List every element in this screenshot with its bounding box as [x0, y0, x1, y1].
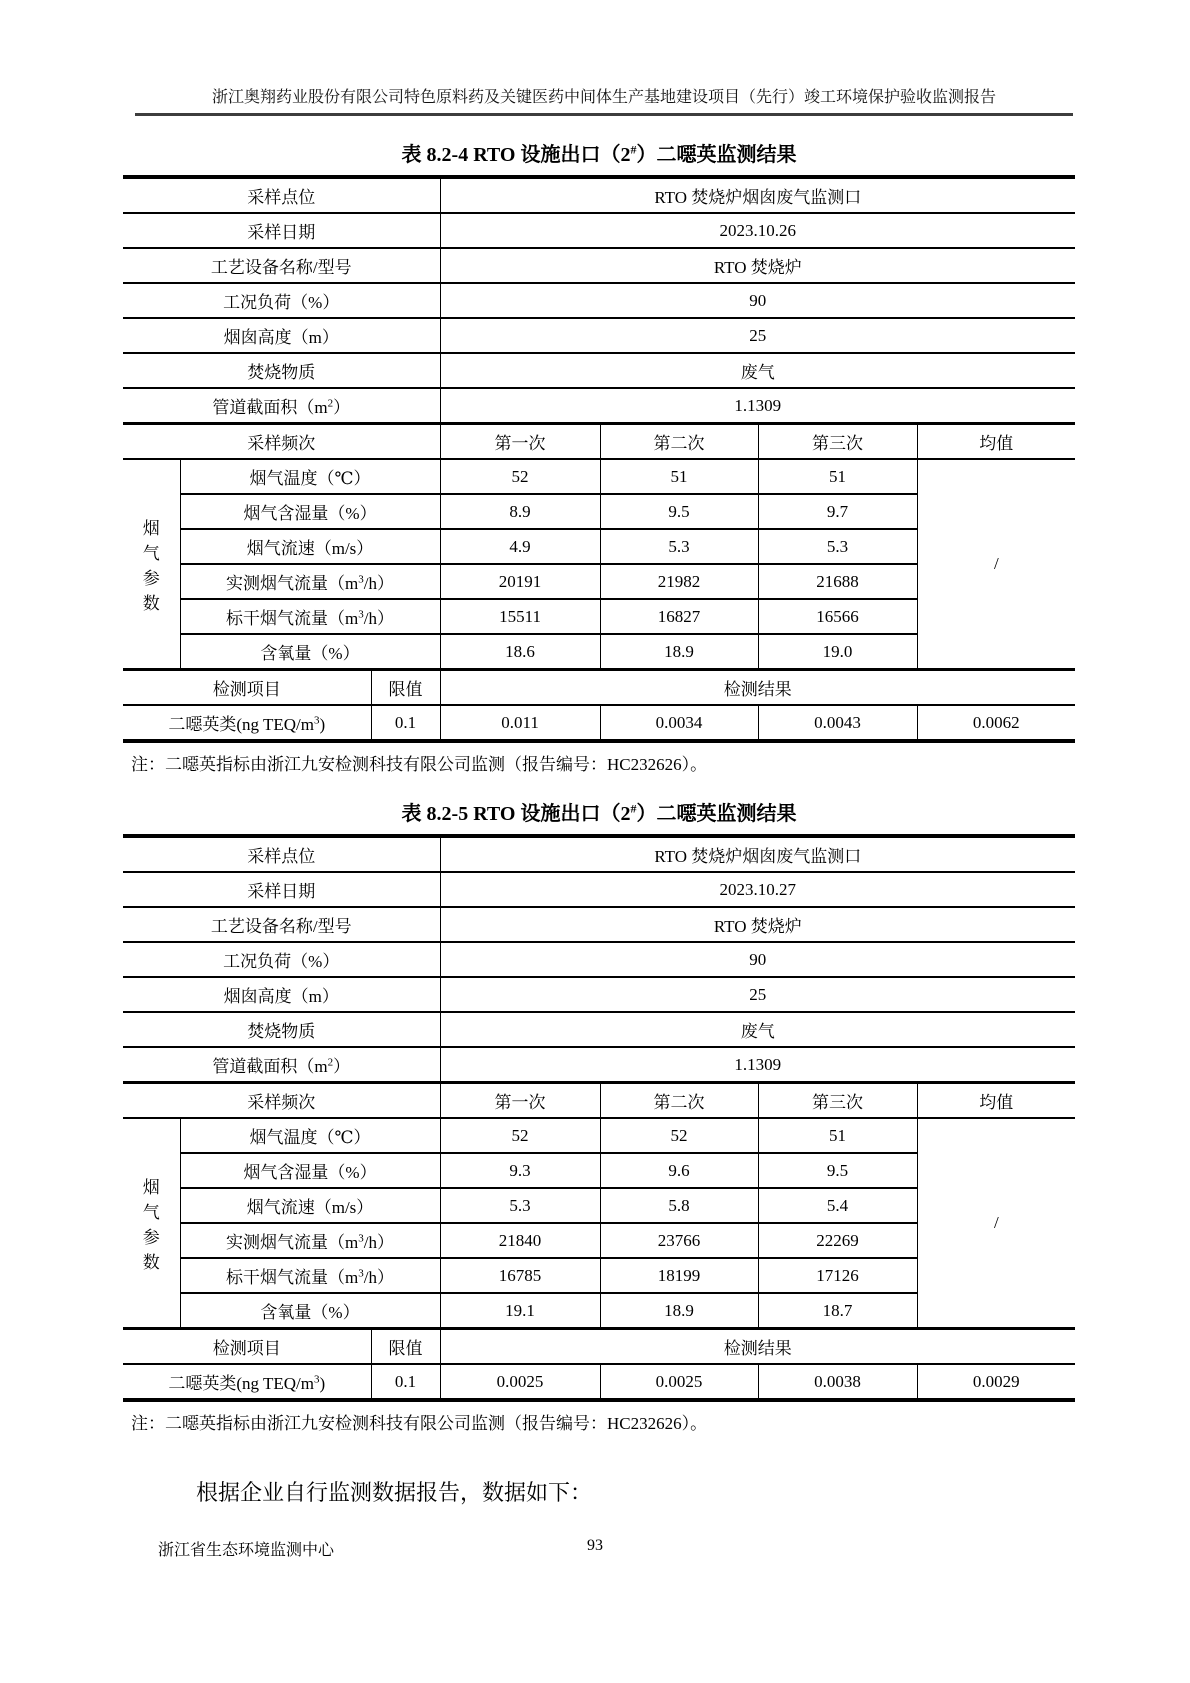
param-value-cell: 9.6: [600, 1153, 758, 1188]
info-row: [123, 907, 1075, 942]
report-title: 浙江奥翔药业股份有限公司特色原料药及关键医药中间体生产基地建设项目（先行）竣工环境保护验收监测报告: [211, 89, 996, 106]
page-header: [135, 0, 1073, 116]
body-paragraph: 根据企业自行监测数据报告，数据如下：: [196, 1480, 593, 1506]
param-value-cell: 18.7: [758, 1293, 917, 1329]
info-label-cell: 焚烧物质: [123, 1012, 440, 1047]
param-value-cell: 4.9: [440, 529, 600, 564]
info-label-cell: 采样日期: [123, 872, 440, 907]
info-row: [123, 977, 1075, 1012]
info-row: [123, 1047, 1075, 1083]
param-value-cell: 17126: [758, 1258, 917, 1293]
param-value-cell: 18.9: [600, 634, 758, 670]
info-label-cell: 焚烧物质: [123, 353, 440, 388]
param-value-cell: 18199: [600, 1258, 758, 1293]
info-value-cell: RTO 焚烧炉: [440, 907, 1075, 942]
dioxin-limit-cell: 0.1: [371, 705, 440, 741]
param-label-cell: 实测烟气流量$(m^3/h)$: [180, 1223, 440, 1258]
footer-organization: 浙江省生态环境监测中心: [158, 1542, 335, 1559]
freq-col-cell: 均值: [917, 1083, 1075, 1119]
param-group-label: 烟 气 参 数: [142, 1178, 160, 1273]
param-label-cell: 烟气温度（℃）: [180, 1118, 440, 1153]
info-value-cell: 1.1309: [440, 1047, 1075, 1083]
info-row: [123, 836, 1075, 872]
param-value-cell: 19.0: [758, 634, 917, 670]
tables-slot: [123, 138, 1075, 1434]
info-row: [123, 353, 1075, 388]
info-row: [123, 388, 1075, 424]
info-label-cell: 工艺设备名称/型号: [123, 907, 440, 942]
info-value-cell: RTO 焚烧炉烟囱废气监测口: [440, 177, 1075, 213]
info-value-cell: 2023.10.26: [440, 213, 1075, 248]
info-label-cell: 工艺设备名称/型号: [123, 248, 440, 283]
info-row: [123, 283, 1075, 318]
param-value-cell: 5.8: [600, 1188, 758, 1223]
result-item-header-cell: 检测项目: [123, 670, 371, 706]
freq-col-cell: 均值: [917, 424, 1075, 460]
param-label-cell: 含氧量（%）: [180, 1293, 440, 1329]
info-label-cell: 管道截面积$(m^2)$: [123, 388, 440, 424]
param-value-cell: 51: [758, 1118, 917, 1153]
dioxin-limit-cell: 0.1: [371, 1364, 440, 1400]
result-value-header-cell: 检测结果: [440, 1329, 1075, 1365]
dioxin-value-cell: 0.011: [440, 705, 600, 741]
dioxin-mean-cell: 0.0029: [917, 1364, 1075, 1400]
info-label-cell: 采样点位: [123, 177, 440, 213]
param-value-cell: 20191: [440, 564, 600, 599]
freq-col-cell: 第一次: [440, 1083, 600, 1119]
info-label-cell: 管道截面积$(m^2)$: [123, 1047, 440, 1083]
param-value-cell: 22269: [758, 1223, 917, 1258]
param-value-cell: 5.3: [600, 529, 758, 564]
dioxin-label-cell: 二噁英类(ng TEQ/$m^3$): [123, 705, 371, 741]
dioxin-value-cell: 0.0034: [600, 705, 758, 741]
dioxin-label-cell: 二噁英类(ng TEQ/$m^3$): [123, 1364, 371, 1400]
param-value-cell: 19.1: [440, 1293, 600, 1329]
param-value-cell: 18.6: [440, 634, 600, 670]
param-value-cell: 52: [440, 1118, 600, 1153]
dioxin-value-cell: 0.0043: [758, 705, 917, 741]
param-value-cell: 51: [600, 459, 758, 494]
param-value-cell: 51: [758, 459, 917, 494]
dioxin-row: [123, 705, 1075, 741]
monitoring-table: [123, 175, 1075, 743]
param-value-cell: 5.3: [440, 1188, 600, 1223]
table-note: 注：二噁英指标由浙江九安检测科技有限公司监测（报告编号：HC232626）。: [131, 755, 708, 775]
param-value-cell: 15511: [440, 599, 600, 634]
param-label-cell: 烟气流速（m/s）: [180, 529, 440, 564]
result-header-row: [123, 1329, 1075, 1365]
freq-col-cell: 第二次: [600, 1083, 758, 1119]
info-row: [123, 177, 1075, 213]
param-label-cell: 实测烟气流量$(m^3/h)$: [180, 564, 440, 599]
param-value-cell: 5.3: [758, 529, 917, 564]
limit-header-cell: 限值: [371, 1329, 440, 1365]
info-row: [123, 1012, 1075, 1047]
param-value-cell: 18.9: [600, 1293, 758, 1329]
param-value-cell: 16827: [600, 599, 758, 634]
freq-header-row: [123, 424, 1075, 460]
param-value-cell: 16785: [440, 1258, 600, 1293]
freq-col-cell: 第二次: [600, 424, 758, 460]
param-value-cell: 9.5: [758, 1153, 917, 1188]
info-row: [123, 213, 1075, 248]
page-content: [123, 138, 1075, 1507]
info-label-cell: 工况负荷（%）: [123, 283, 440, 318]
param-label-cell: 烟气含湿量（%）: [180, 1153, 440, 1188]
param-value-cell: 21688: [758, 564, 917, 599]
dioxin-value-cell: 0.0038: [758, 1364, 917, 1400]
param-value-cell: 8.9: [440, 494, 600, 529]
param-value-cell: 5.4: [758, 1188, 917, 1223]
info-value-cell: RTO 焚烧炉: [440, 248, 1075, 283]
info-value-cell: 1.1309: [440, 388, 1075, 424]
param-value-cell: 21982: [600, 564, 758, 599]
monitoring-table: [123, 834, 1075, 1402]
param-label-cell: 含氧量（%）: [180, 634, 440, 670]
result-header-row: [123, 670, 1075, 706]
info-label-cell: 工况负荷（%）: [123, 942, 440, 977]
freq-label-cell: 采样频次: [123, 424, 440, 460]
param-label-cell: 标干烟气流量$(m^3/h)$: [180, 599, 440, 634]
freq-col-cell: 第三次: [758, 424, 917, 460]
info-value-cell: 废气: [440, 1012, 1075, 1047]
table-title: 表 8.2-5 RTO 设施出口（2#）二噁英监测结果: [401, 801, 797, 826]
info-row: [123, 248, 1075, 283]
info-value-cell: 25: [440, 318, 1075, 353]
page-number: 93: [587, 1537, 603, 1554]
freq-col-cell: 第一次: [440, 424, 600, 460]
param-value-cell: 52: [600, 1118, 758, 1153]
param-label-cell: 烟气流速（m/s）: [180, 1188, 440, 1223]
param-mean-cell: /: [917, 459, 1075, 670]
info-row: [123, 942, 1075, 977]
param-row: [123, 459, 1075, 494]
info-label-cell: 烟囱高度（m）: [123, 318, 440, 353]
freq-header-row: [123, 1083, 1075, 1119]
param-value-cell: 9.7: [758, 494, 917, 529]
info-value-cell: 2023.10.27: [440, 872, 1075, 907]
result-item-header-cell: 检测项目: [123, 1329, 371, 1365]
info-label-cell: 烟囱高度（m）: [123, 977, 440, 1012]
dioxin-value-cell: 0.0025: [600, 1364, 758, 1400]
param-value-cell: 21840: [440, 1223, 600, 1258]
info-value-cell: 废气: [440, 353, 1075, 388]
freq-label-cell: 采样频次: [123, 1083, 440, 1119]
info-value-cell: 90: [440, 283, 1075, 318]
param-label-cell: 烟气温度（℃）: [180, 459, 440, 494]
result-value-header-cell: 检测结果: [440, 670, 1075, 706]
info-value-cell: RTO 焚烧炉烟囱废气监测口: [440, 836, 1075, 872]
param-group-label: 烟 气 参 数: [142, 519, 160, 614]
param-row: [123, 1118, 1075, 1153]
info-value-cell: 90: [440, 942, 1075, 977]
dioxin-row: [123, 1364, 1075, 1400]
dioxin-mean-cell: 0.0062: [917, 705, 1075, 741]
param-value-cell: 9.3: [440, 1153, 600, 1188]
param-value-cell: 16566: [758, 599, 917, 634]
param-mean-cell: /: [917, 1118, 1075, 1329]
info-value-cell: 25: [440, 977, 1075, 1012]
info-label-cell: 采样点位: [123, 836, 440, 872]
param-value-cell: 23766: [600, 1223, 758, 1258]
table-title: 表 8.2-4 RTO 设施出口（2#）二噁英监测结果: [401, 142, 797, 167]
info-row: [123, 318, 1075, 353]
param-group-cell: [123, 1118, 180, 1329]
limit-header-cell: 限值: [371, 670, 440, 706]
param-value-cell: 52: [440, 459, 600, 494]
param-label-cell: 标干烟气流量$(m^3/h)$: [180, 1258, 440, 1293]
param-label-cell: 烟气含湿量（%）: [180, 494, 440, 529]
freq-col-cell: 第三次: [758, 1083, 917, 1119]
info-label-cell: 采样日期: [123, 213, 440, 248]
info-row: [123, 872, 1075, 907]
table-note: 注：二噁英指标由浙江九安检测科技有限公司监测（报告编号：HC232626）。: [131, 1414, 708, 1434]
dioxin-value-cell: 0.0025: [440, 1364, 600, 1400]
param-group-cell: [123, 459, 180, 670]
param-value-cell: 9.5: [600, 494, 758, 529]
